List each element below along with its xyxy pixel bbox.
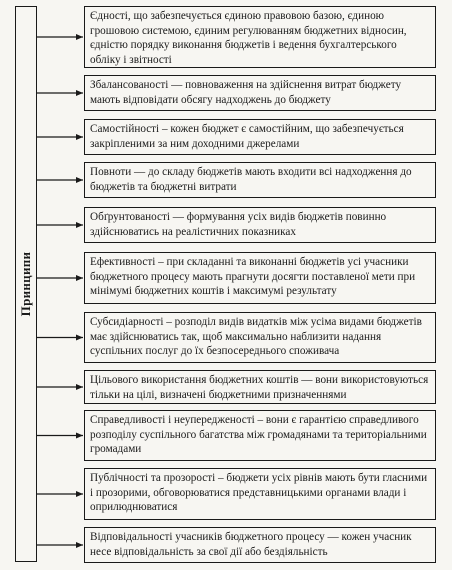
principle-publicity: [84, 468, 436, 520]
principle-unity: [84, 6, 436, 68]
principle-text: Справедливості і неупередженості – вони є гарантією справедливого розподілу суспільного багатства між громадянами та територіальними громадами: [90, 414, 427, 456]
principle-completeness: [84, 162, 436, 198]
root-label: Принципи: [18, 251, 33, 317]
principle-text: Відповідальності учасників бюджетного процесу — кожен учасник несе відповідальність за свої дії або бездіяльність: [90, 531, 412, 558]
root-node: [15, 6, 37, 562]
principle-responsibility: [84, 527, 436, 563]
principle-text: Самостійності – кожен бюджет є самостійним, що забезпечується закріпленими за ним доходними джерелами: [90, 123, 404, 150]
principle-text: Ефективності – при складанні та виконанні бюджетів усі учасники бюджетного процесу мають прагнути досягти поставленої мети при мінімумі бюджетних коштів і максимумі результату: [90, 256, 416, 298]
principle-fairness: [84, 410, 436, 461]
principle-text: Повноти — до складу бюджетів мають входити всі надходження до бюджетів та бюджетні витрати: [90, 166, 412, 193]
principle-text: Субсидіарності – розподіл видів видатків між усіма видами бюджетів має здійснюватись так, щоб максимально наблизити надання суспільних послуг до їх безпосереднього споживача: [90, 316, 422, 358]
principle-efficiency: [84, 252, 436, 304]
principle-text: Єдності, що забезпечується єдиною правовою базою, єдиною грошовою системою, єдиним регулюванням бюджетних відносин, єдністю порядку виконання бюджетів і ведення бухгалтерського обліку і звітності: [90, 10, 407, 66]
principle-subsidiarity: [84, 312, 436, 363]
principle-justification: [84, 207, 436, 243]
principle-text: Збалансованості — повноваження на здійснення витрат бюджету мають відповідати обсягу надходжень до бюджету: [90, 79, 402, 106]
principle-balance: [84, 75, 436, 111]
principle-text: Обґрунтованості — формування усіх видів бюджетів повинно здійснюватись на реалістичних показниках: [90, 211, 387, 238]
principle-text: Цільового використання бюджетних коштів — вони використовуються тільки на цілі, визначені бюджетними призначеннями: [90, 374, 429, 401]
principle-independence: [84, 119, 436, 155]
principle-targeted-use: [84, 370, 436, 404]
principle-text: Публічності та прозорості – бюджети усіх рівнів мають бути гласними і прозорими, обговорюватися представницькими органами влади і оприлюднюватися: [90, 472, 428, 514]
